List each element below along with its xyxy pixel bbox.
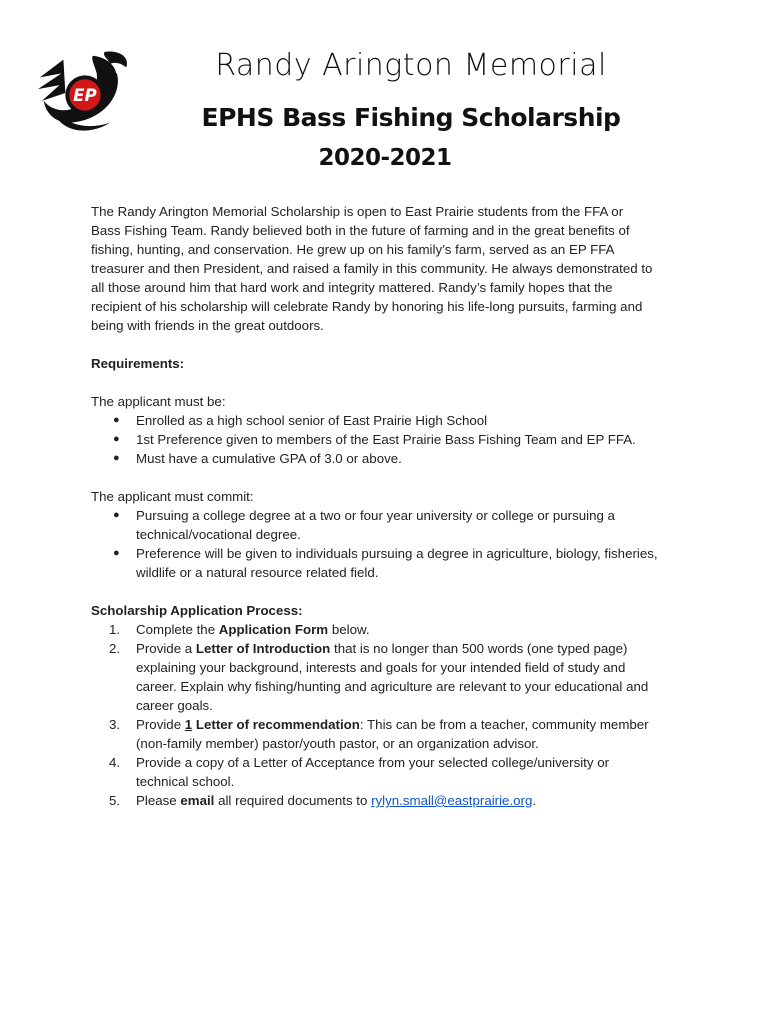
list-item: ● Must have a cumulative GPA of 3.0 or above.	[113, 451, 402, 466]
title-year: 2020-2021	[318, 145, 452, 171]
title-scholarship: EPHS Bass Fishing Scholarship	[201, 103, 621, 132]
bullet-icon: ●	[113, 509, 120, 521]
list-item: 1. Complete the Application Form below.	[109, 622, 370, 637]
bullet-icon: ●	[113, 433, 120, 445]
intro-line: all those around him that hard work and integrity mattered. Randy’s family hopes that the	[91, 280, 613, 295]
title-memorial: Randy Arington Memorial	[215, 48, 607, 83]
bullet-icon: ●	[113, 414, 120, 426]
list-item: 5. Please email all required documents to rylyn.small@eastprairie.org.	[109, 793, 537, 808]
bullet-icon: ●	[113, 452, 120, 464]
intro-paragraph	[91, 202, 691, 335]
list-item: 4. Provide a copy of a Letter of Acceptance from your selected college/university or technical school.	[109, 755, 610, 789]
document-body	[91, 202, 691, 810]
must-commit-label: The applicant must commit:	[91, 489, 254, 504]
process-heading: Scholarship Application Process:	[91, 603, 303, 618]
intro-line: being with friends in the great outdoors.	[91, 318, 324, 333]
list-item: ● Preference will be given to individuals pursuing a degree in agriculture, biology, fisheries, wildlife or a natural resource related field.	[113, 546, 658, 580]
must-be-label: The applicant must be:	[91, 394, 226, 409]
intro-line: Bass Fishing Team. Randy believed both in the future of farming and in the great benefits of	[91, 223, 630, 238]
logo-lettering: EP	[73, 85, 97, 105]
intro-line: The Randy Arington Memorial Scholarship is open to East Prairie students from the FFA or	[91, 204, 624, 219]
list-item: 2. Provide a Letter of Introduction that is no longer than 500 words (one typed page) explaining your background, interests and goals for your intended field of study and career. Explain why fishing/hunting and agriculture are relevant to your educational and career goals.	[109, 641, 649, 713]
intro-line: fishing, hunting, and conservation. He grew up on his family’s farm, served as an EP FFA	[91, 242, 615, 257]
list-item: 3. Provide 1 Letter of recommendation: This can be from a teacher, community member (non-family member) pastor/youth pastor, or an organization advisor.	[109, 717, 649, 751]
intro-line: recipient of his scholarship will celebrate Randy by honoring his life-long pursuits, farming and	[91, 299, 643, 314]
list-item: ● Pursuing a college degree at a two or four year university or college or pursuing a technical/vocational degree.	[113, 508, 615, 542]
list-item: ● 1st Preference given to members of the East Prairie Bass Fishing Team and EP FFA.	[113, 432, 636, 447]
list-item: ● Enrolled as a high school senior of East Prairie High School	[113, 413, 488, 428]
email-link[interactable]: rylyn.small@eastprairie.org	[371, 793, 533, 808]
requirements-heading: Requirements:	[91, 356, 185, 371]
intro-line: treasurer and then President, and raised a family in this community. He always demonstrated to	[91, 261, 653, 276]
bullet-icon: ●	[113, 547, 120, 559]
